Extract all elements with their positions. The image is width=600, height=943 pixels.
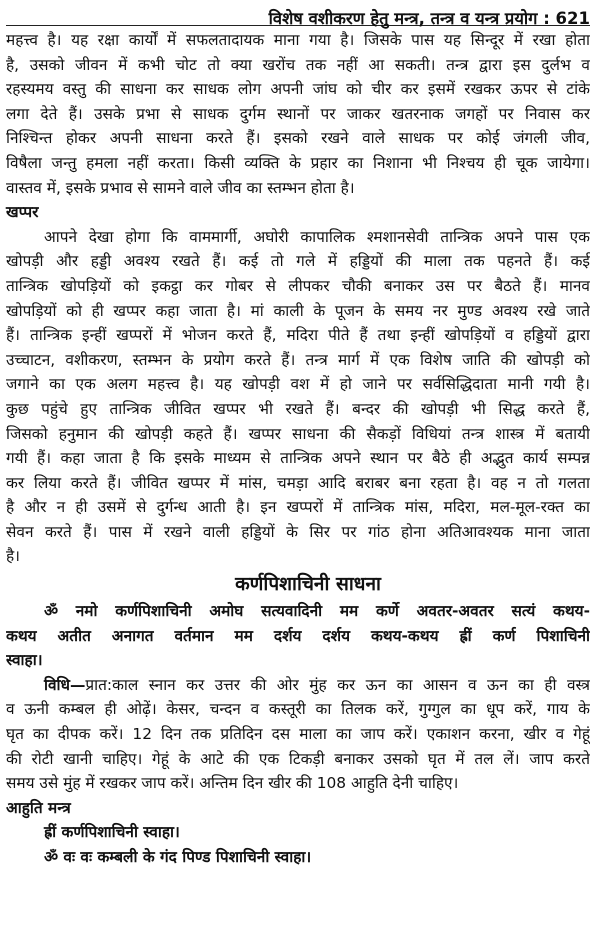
text-line: तान्त्रिक खोपड़ियों को इकट्ठा कर गोबर से लीपकर चौकी बनाकर उस पर बैठते हैं। मानव [6,276,590,295]
text-line: विषैला जन्तु हमला नहीं करता। किसी व्यक्ति के प्रहार का निशाना भी निश्चय ही चूक जायेगा। [6,153,590,172]
text-line: है और न ही उसमें से दुर्गन्ध आती है। इन खप्परों में तान्त्रिक मांस, मदिरा, मल-मूल-रक्त का [6,498,590,517]
text-line: उच्चाटन, वशीकरण, स्तम्भन के प्रयोग करते हैं। तन्त्र मार्ग में एक विशेष जाति की खोपड़ी को [6,350,590,369]
text-line: कुछ पहुंचे हुए तान्त्रिक जीवित खप्पर भी रखते हैं। बन्दर की खोपड़ी भी सिद्ध करते हैं, [6,399,590,418]
section-title: कर्णपिशाचिनी साधना [235,573,381,596]
text-line: हैं। तान्त्रिक इन्हीं खप्परों में भोजन करते हैं, मदिरा पीते हैं तथा इन्हीं खोपड़ियों व हड्डियों द्वारा [6,326,590,345]
mantra-line: ॐ नमो कर्णपिशाचिनी अमोघ सत्यवादिनी मम कर्णे अवतर-अवतर सत्यं कथय- [44,602,590,621]
text-line: समय उसे मुंह में रखकर जाप करें। अन्तिम दिन खीर की 108 आहुति देनी चाहिए। [6,774,459,793]
text-line: महत्त्व है। यह रक्षा कार्यों में सफलतादायक माना गया है। जिसके पास यह सिन्दूर में रखा होता [6,31,590,49]
ahuti-line: ॐ वः वः कम्बली के गंद पिण्ड पिशाचिनी स्वाहा। [44,848,312,866]
vidhi-text: प्रात:काल स्नान कर उत्तर की ओर मुंह कर ऊन का आसन व ऊन का ही वस्त्र [85,675,590,694]
mantra-line: स्वाहा। [6,651,43,670]
paragraph-khappar [6,225,590,569]
text-line: जिसको हनुमान की खोपड़ी कहते हैं। खप्पर साधना की सैकड़ों विधियां तन्त्र शास्त्र में बतायी [6,424,590,443]
heading-khappar: खप्पर [6,203,39,222]
text-line: व ऊनी कम्बल ही ओढ़ें। केसर, चन्दन व कस्तूरी का तिलक करें, गुग्गुल का धूप करें, गाय के [6,700,590,719]
text-line: सेवन करते हैं। पास में रखने वाली हड्डियों के सिर पर गांठ होना अतिआवश्यक माना जाता [6,522,590,541]
text-line: खोपड़ी और हड्डी अवश्य रखते हैं। कई तो गले में हड्डियों की माला तक पहनते हैं। कई [6,252,590,271]
text-line: आपने देखा होगा कि वाममार्गी, अघोरी कापालिक श्मशानसेवी तान्त्रिक अपने पास एक [44,227,590,246]
vidhi-label: विधि— [44,675,86,694]
mantra-block [6,599,590,673]
running-header: विशेष वशीकरण हेतु मन्त्र, तन्त्र व यन्त्र प्रयोग : 621 [6,0,590,26]
paragraph-raksha [6,28,590,200]
vidhi-block [6,673,590,796]
text-line: लगा देते हैं। उसके प्रभा से साधक दुर्गम स्थानों पर जाकर खतरनाक जगहों पर निवास कर [6,104,590,123]
mantra-line: कथय अतीत अनागत वर्तमान मम दर्शय दर्शय कथय-कथय ह्रीं कर्ण पिशाचिनी [6,626,590,645]
text-line: है। [6,547,21,566]
ahuti-block [6,820,590,869]
heading-ahuti: आहुति मन्त्र [6,798,71,817]
text-line: वास्तव में, इसके प्रभाव से सामने वाले जीव का स्तम्भन होता है। [6,178,355,197]
text-line: है, उसको जीवन में कभी चोट तो क्या खरोंच तक नहीं आ सकती। तन्त्र द्वारा इस दुर्लभ व [6,55,590,74]
vidhi-first-line [6,673,590,698]
text-line: खोपड़ियों को ही खप्पर कहा जाता है। मां काली के पूजन के समय नर मुण्ड अवश्य रखे जाते [6,301,590,320]
ahuti-line: ह्रीं कर्णपिशाचिनी स्वाहा। [44,823,180,842]
text-line: घृत का दीपक करें। 12 दिन तक प्रतिदिन दस माला का जाप करें। एकाशन करना, खीर व गेहूं [6,725,590,744]
text-line: कर लिया करते हैं। जीवित खप्पर में मांस, चमड़ा आदि बराबर बना रहता है। वह न तो गलता [6,473,590,492]
text-line: निश्चिन्त होकर अपनी साधना करते हैं। इसको रखने वाले साधक पर कोई जंगली जीव, [6,129,590,148]
text-line: गयी हैं। कहा जाता है कि इसके माध्यम से तान्त्रिक अपने स्थान पर बैठे ही अद्भुत कार्य सम्पन्न [6,449,590,468]
text-line: की रोटी खानी चाहिए। गेहूं के आटे की एक टिकड़ी बनाकर उसको घृत में तल लें। जाप करते [6,749,590,768]
text-line: जगाने का एक अलग महत्त्व है। यह खोपड़ी वश में हो जाने पर सर्वसिद्धिदाता मानी गयी है। [6,375,590,394]
text-line: रहस्यमय वस्तु की साधना कर साधक लोग अपनी जांघ को चीर कर इसमें रखकर ऊपर से टांके [6,80,590,99]
